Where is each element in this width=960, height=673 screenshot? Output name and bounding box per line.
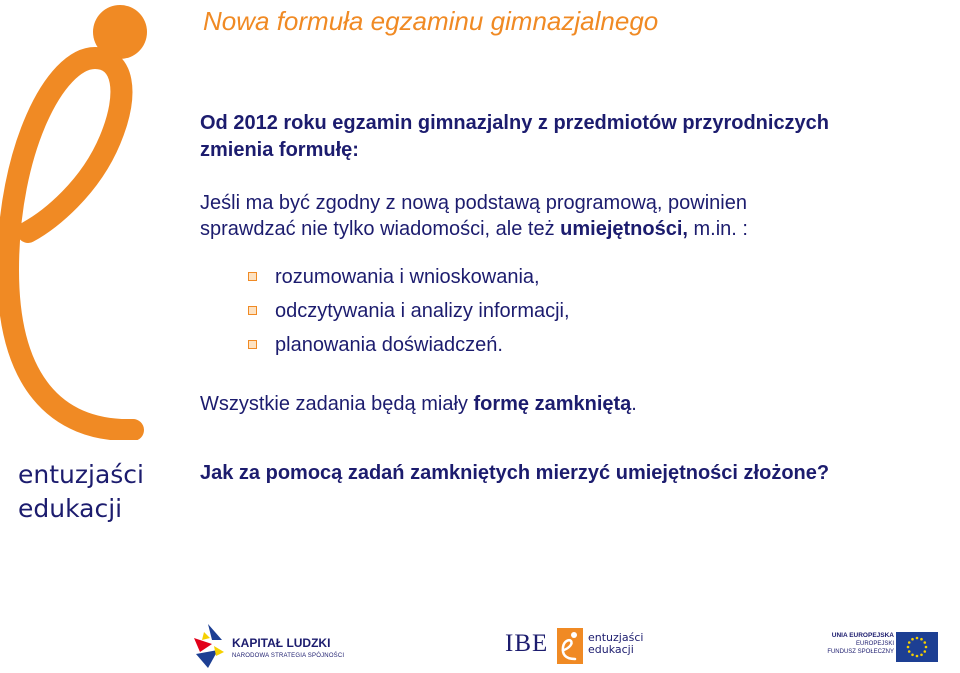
eu-star-icon [916, 637, 919, 640]
eu-star-icon [907, 646, 910, 649]
skills-list [248, 264, 570, 366]
eu-caption-line: UNIA EUROPEJSKA [831, 632, 894, 639]
intro-heading [200, 110, 829, 164]
kapital-ludzki-title: KAPITAŁ LUDZKI [232, 636, 331, 650]
ibe-tagline-line: entuzjaści [588, 631, 644, 644]
summary-text: . [631, 393, 637, 415]
list-item-text: planowania doświadczeń. [275, 334, 503, 356]
list-item [248, 332, 570, 366]
ibe-e-icon [557, 628, 583, 664]
paragraph-text: m.in. : [687, 218, 748, 240]
eu-star-icon [925, 646, 928, 649]
intro-line: zmienia formułę: [200, 139, 359, 161]
list-item-text: odczytywania i analizy informacji, [275, 300, 570, 322]
footer-logos [0, 610, 960, 673]
list-item [248, 298, 570, 332]
bullet-square-icon [248, 272, 257, 281]
brand-wordmark [18, 458, 144, 526]
paragraph-line [200, 216, 748, 242]
brand-line: entuzjaści [18, 460, 144, 489]
list-item-text: rozumowania i wnioskowania, [275, 266, 540, 288]
summary-line [200, 393, 637, 416]
ibe-logo [505, 626, 645, 670]
ibe-wordmark: IBE [505, 630, 549, 657]
eu-star-icon [908, 641, 911, 644]
paragraph-line: Jeśli ma być zgodny z nową podstawą programową, powinien [200, 192, 747, 214]
orange-e-logo-icon [0, 0, 175, 440]
kapital-ludzki-logo-icon [190, 622, 226, 670]
brand-line: edukacji [18, 494, 123, 523]
eu-caption [827, 632, 894, 656]
eu-caption-line: EUROPEJSKI [855, 641, 894, 647]
intro-line: Od 2012 roku egzamin gimnazjalny z przedmiotów przyrodniczych [200, 112, 830, 134]
summary-emphasis: formę zamkniętą [473, 393, 632, 415]
paragraph-emphasis: umiejętności, [560, 218, 688, 240]
kapital-ludzki-logo [190, 622, 350, 670]
eu-star-icon [908, 650, 911, 653]
requirements-paragraph [200, 190, 748, 242]
bullet-square-icon [248, 306, 257, 315]
eu-star-icon [916, 655, 919, 658]
eu-flag-icon [896, 632, 938, 662]
ibe-tagline-line: edukacji [588, 643, 634, 656]
eu-star-icon [911, 638, 914, 641]
list-item [248, 264, 570, 298]
eu-logo [822, 628, 942, 668]
eu-caption-line: FUNDUSZ SPOŁECZNY [827, 649, 894, 655]
paragraph-text: sprawdzać nie tylko wiadomości, ale też [200, 218, 561, 240]
eu-star-icon [923, 650, 926, 653]
eu-star-icon [911, 653, 914, 656]
eu-star-icon [920, 653, 923, 656]
eu-star-icon [920, 638, 923, 641]
key-question: Jak za pomocą zadań zamkniętych mierzyć umiejętności złożone? [200, 462, 830, 484]
slide-title: Nowa formuła egzaminu gimnazjalnego [203, 6, 659, 36]
kapital-ludzki-subtitle: NARODOWA STRATEGIA SPÓJNOŚCI [232, 653, 345, 659]
bullet-square-icon [248, 340, 257, 349]
eu-star-icon [923, 641, 926, 644]
ibe-tagline [588, 632, 643, 656]
summary-text: Wszystkie zadania będą miały [200, 393, 474, 415]
